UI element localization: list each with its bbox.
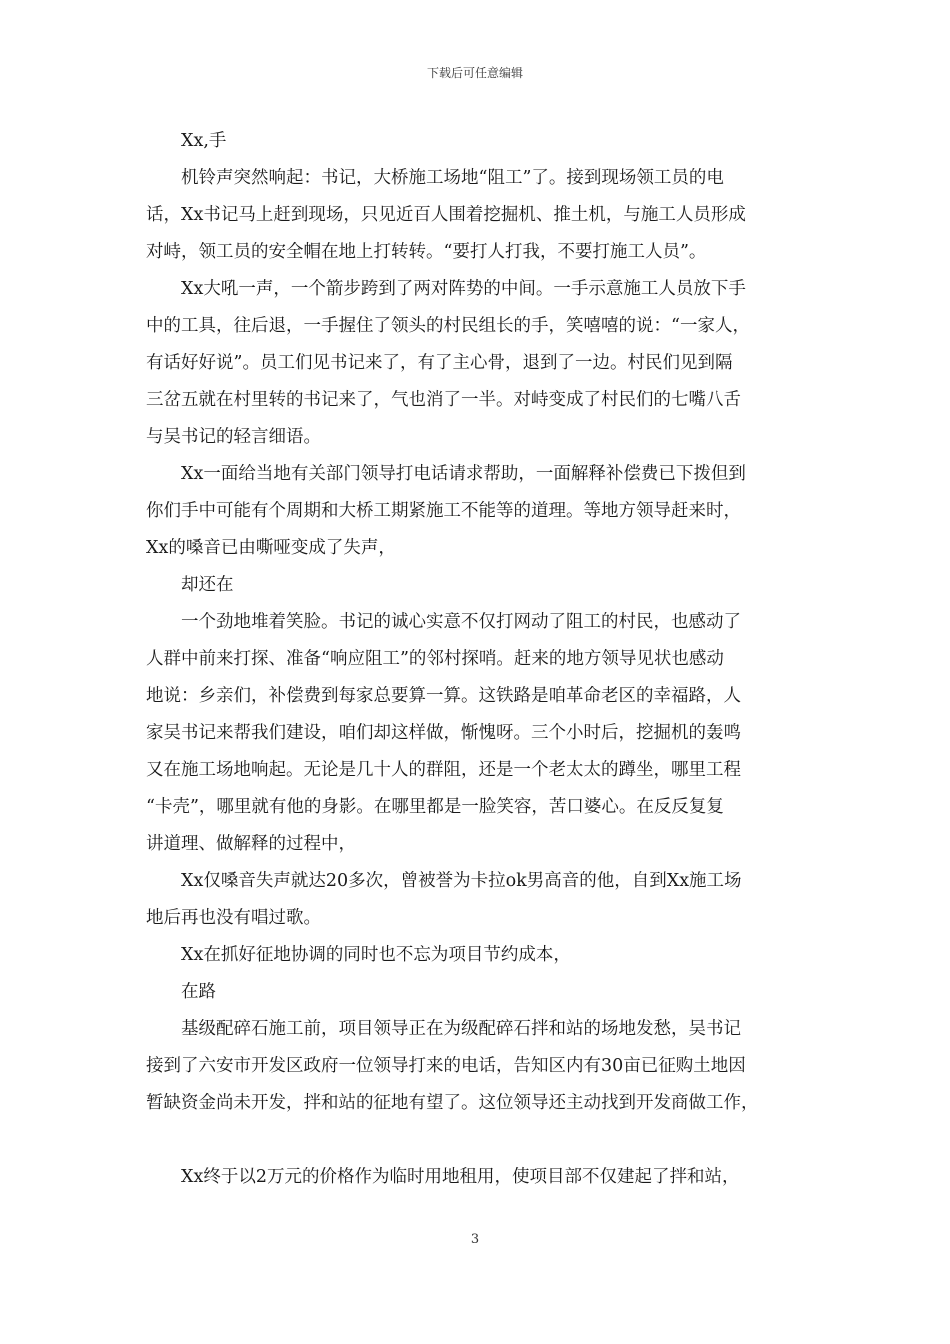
- text-line: 家吴书记来帮我们建设，咱们却这样做，惭愧呀。三个小时后，挖掘机的轰鸣: [146, 723, 741, 743]
- text-line: 接到了六安市开发区政府一位领导打来的电话，告知区内有30亩已征购土地因: [146, 1056, 746, 1076]
- text-line: “卡壳”，哪里就有他的身影。在哪里都是一脸笑容，苦口婆心。在反反复复: [146, 797, 724, 817]
- text-line: 一个劲地堆着笑脸。书记的诚心实意不仅打网动了阻工的村民，也感动了: [181, 612, 741, 632]
- paragraph-gap: [146, 1122, 826, 1159]
- page-header: 下载后可任意编辑: [426, 66, 523, 80]
- text-line: 机铃声突然响起：书记，大桥施工场地“阻工”了。接到现场领工员的电: [181, 168, 724, 188]
- document-body: [146, 123, 826, 1196]
- text-line: Xx在抓好征地协调的同时也不忘为项目节约成本，: [181, 945, 571, 965]
- text-line: 地后再也没有唱过歌。: [146, 908, 321, 928]
- text-line: 话，Xx书记马上赶到现场，只见近百人围着挖掘机、推土机，与施工人员形成: [146, 205, 746, 225]
- text-line: 你们手中可能有个周期和大桥工期紧施工不能等的道理。等地方领导赶来时，: [146, 501, 741, 521]
- text-line: 有话好好说”。员工们见书记来了，有了主心骨，退到了一边。村民们见到隔: [146, 353, 733, 373]
- text-line: 却还在: [181, 575, 234, 595]
- text-line: 基级配碎石施工前，项目领导正在为级配碎石拌和站的场地发愁，吴书记: [181, 1019, 741, 1039]
- text-line: Xx的嗓音已由嘶哑变成了失声，: [146, 538, 396, 558]
- text-line: 暂缺资金尚未开发，拌和站的征地有望了。这位领导还主动找到开发商做工作，: [146, 1093, 759, 1113]
- text-line: 三岔五就在村里转的书记来了，气也消了一半。对峙变成了村民们的七嘴八舌: [146, 390, 741, 410]
- page-number: 3: [470, 1232, 480, 1247]
- text-line: 又在施工场地响起。无论是几十人的群阻，还是一个老太太的蹲坐，哪里工程: [146, 760, 741, 780]
- text-line: 讲道理、做解释的过程中，: [146, 834, 356, 854]
- text-line: Xx仅嗓音失声就达20多次，曾被誉为卡拉ok男高音的他，自到Xx施工场: [181, 871, 742, 891]
- text-line: Xx终于以2万元的价格作为临时用地租用，使项目部不仅建起了拌和站，: [181, 1167, 740, 1187]
- text-line: 与吴书记的轻言细语。: [146, 427, 321, 447]
- text-line: 在路: [181, 982, 216, 1002]
- text-line: Xx一面给当地有关部门领导打电话请求帮助，一面解释补偿费已下拨但到: [181, 464, 746, 484]
- text-line: 地说：乡亲们，补偿费到每家总要算一算。这铁路是咱革命老区的幸福路，人: [146, 686, 741, 706]
- text-line: 人群中前来打探、准备“响应阻工”的邻村探哨。赶来的地方领导见状也感动: [146, 649, 724, 669]
- text-line: Xx大吼一声，一个箭步跨到了两对阵势的中间。一手示意施工人员放下手: [181, 279, 746, 299]
- text-line: Xx,手: [181, 131, 227, 151]
- text-line: 中的工具，往后退，一手握住了领头的村民组长的手，笑嘻嘻的说：“一家人，: [146, 316, 750, 336]
- text-line: 对峙，领工员的安全帽在地上打转转。“要打人打我，不要打施工人员”。: [146, 242, 707, 262]
